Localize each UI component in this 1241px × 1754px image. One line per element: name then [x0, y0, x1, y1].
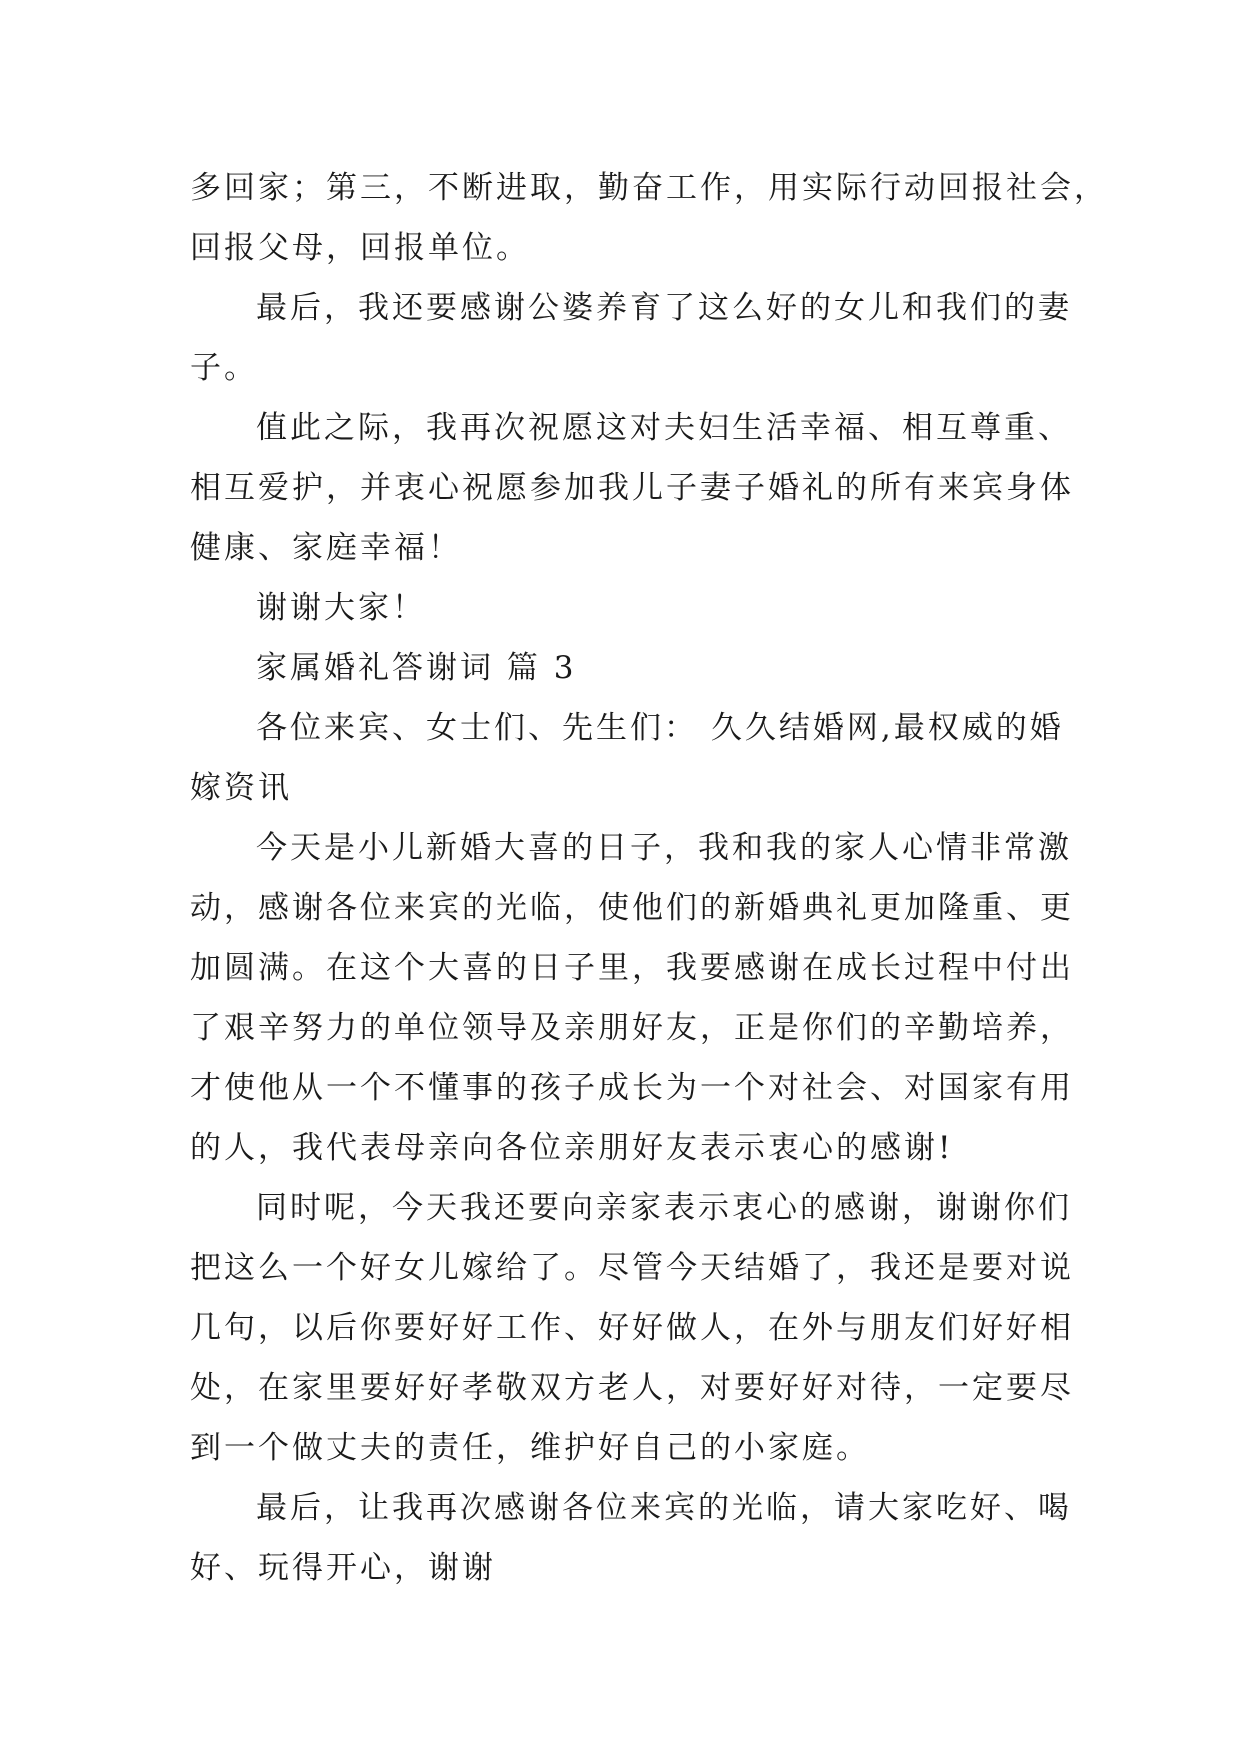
text-line: 子。 [190, 350, 258, 386]
text-line: 把这么一个好女儿嫁给了。尽管今天结婚了，我还是要对说 [190, 1250, 1074, 1286]
text-line: 好、玩得开心，谢谢 [190, 1550, 496, 1586]
text-line: 相互爱护，并衷心祝愿参加我儿子妻子婚礼的所有来宾身体 [190, 470, 1074, 506]
paragraph-first-line: 谢谢大家！ [256, 590, 426, 626]
salutation-line: 各位来宾、女士们、先生们： 久久结婚网,最权威的婚 [256, 710, 1064, 746]
text-line: 嫁资讯 [190, 770, 292, 806]
paragraph-first-line: 同时呢，今天我还要向亲家表示衷心的感谢，谢谢你们 [256, 1190, 1072, 1226]
paragraph-first-line: 今天是小儿新婚大喜的日子，我和我的家人心情非常激 [256, 830, 1072, 866]
text-line: 回报父母，回报单位。 [190, 230, 530, 266]
text-line: 的人，我代表母亲向各位亲朋好友表示衷心的感谢! [190, 1130, 954, 1166]
text-line: 才使他从一个不懂事的孩子成长为一个对社会、对国家有用 [190, 1070, 1074, 1106]
text-line: 处，在家里要好好孝敬双方老人，对要好好对待，一定要尽 [190, 1370, 1074, 1406]
text-line: 多回家；第三，不断进取，勤奋工作，用实际行动回报社会， [190, 170, 1108, 206]
text-line: 几句，以后你要好好工作、好好做人，在外与朋友们好好相 [190, 1310, 1074, 1346]
text-line: 到一个做丈夫的责任，维护好自己的小家庭。 [190, 1430, 870, 1466]
paragraph-first-line: 值此之际，我再次祝愿这对夫妇生活幸福、相互尊重、 [256, 410, 1072, 446]
text-line: 动，感谢各位来宾的光临，使他们的新婚典礼更加隆重、更 [190, 890, 1074, 926]
text-line: 了艰辛努力的单位领导及亲朋好友，正是你们的辛勤培养， [190, 1010, 1074, 1046]
text-line: 健康、家庭幸福！ [190, 530, 462, 566]
paragraph-first-line: 最后，让我再次感谢各位来宾的光临，请大家吃好、喝 [256, 1490, 1072, 1526]
text-line: 加圆满。在这个大喜的日子里，我要感谢在成长过程中付出 [190, 950, 1074, 986]
section-heading: 家属婚礼答谢词 篇 3 [256, 650, 577, 686]
paragraph-first-line: 最后，我还要感谢公婆养育了这么好的女儿和我们的妻 [256, 290, 1072, 326]
